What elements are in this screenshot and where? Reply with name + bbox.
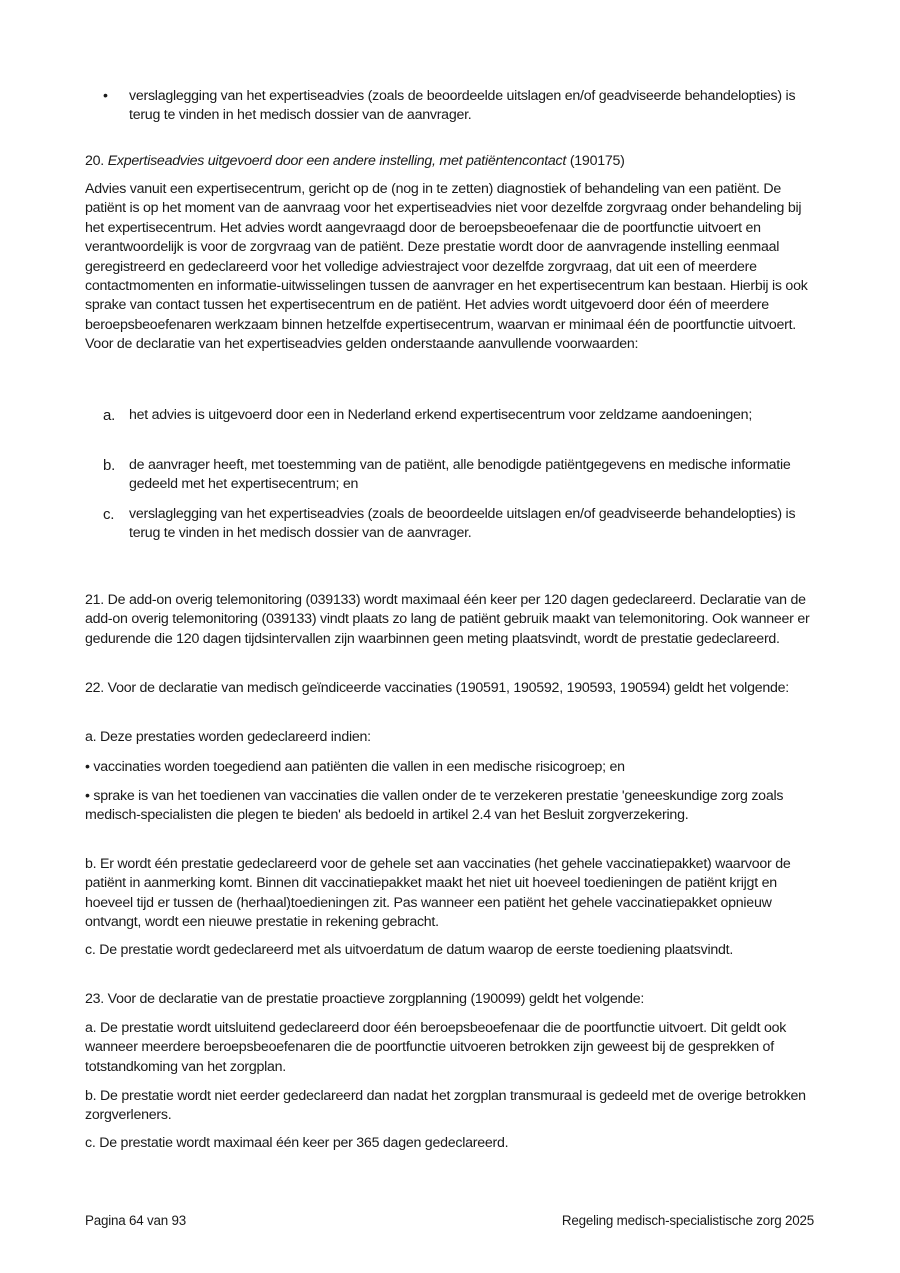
section-22-item-a: a. Deze prestaties worden gedeclareerd indien: <box>85 729 371 745</box>
section-23-intro: 23. Voor de declaratie van de prestatie proactieve zorgplanning (190099) geldt het volgende: <box>85 991 645 1007</box>
section-20-title: Expertiseadvies uitgevoerd door een andere instelling, met patiëntencontact <box>107 153 567 169</box>
bullet-marker: • <box>103 88 108 104</box>
section-22-intro: 22. Voor de declaratie van medisch geïndiceerde vaccinaties (190591, 190592, 190593, 190594) geldt het volgende: <box>85 680 789 696</box>
section-20-code: (190175) <box>569 153 625 169</box>
section-20-number: 20. <box>85 153 104 169</box>
section-20-condition-b: b. de aanvrager heeft, met toestemming van de patiënt, alle benodigde patiëntgegevens en medische informatie gedeeld met het expertisecentrum; en <box>103 457 791 493</box>
section-20-condition-c: c. verslaglegging van het expertiseadvies (zoals de beoordeelde uitslagen en/of geadviseerde behandelopties) is terug te vinden in het medisch dossier van de aanvrager. <box>103 506 796 542</box>
section-20-heading <box>85 152 625 171</box>
list-marker-b: b. <box>103 457 116 474</box>
list-marker-c: c. <box>103 506 115 523</box>
section-20-intro: Voor de declaratie van het expertiseadvies gelden onderstaande aanvullende voorwaarden: <box>85 336 639 353</box>
document-title: Regeling medisch-specialistische zorg 2025 <box>561 1213 814 1228</box>
section-20-condition-a: a. het advies is uitgevoerd door een in Nederland erkend expertisecentrum voor zeldzame aandoeningen; <box>103 407 753 424</box>
section-23-item-b: b. De prestatie wordt niet eerder gedeclareerd dan nadat het zorgplan transmuraal is gedeeld met de overige betrokken zorgverleners. <box>85 1088 806 1124</box>
section-21-paragraph: 21. De add-on overig telemonitoring (039133) wordt maximaal één keer per 120 dagen gedeclareerd. Declaratie van de add-on overig telemonitoring (039133) vindt plaats zo lang de patiënt gebruik maakt van telemonitoring. Ook wanneer er gedurende die 120 dagen tijdsintervallen zijn waarbinnen geen meting plaatsvindt, wordt de prestatie gedeclareerd. <box>85 592 810 647</box>
section-22-item-c: c. De prestatie wordt gedeclareerd met als uitvoerdatum de datum waarop de eerste toediening plaatsvindt. <box>85 942 734 958</box>
list-marker-a: a. <box>103 407 116 424</box>
section-20-paragraph: Advies vanuit een expertisecentrum, gericht op de (nog in te zetten) diagnostiek of behandeling van een patiënt. De patiënt is op het moment van de aanvraag voor het expertiseadvies niet voor dezelfde zorgvraag onder behandeling bij het expertisecentrum. Het advies wordt aangevraagd door de beroepsbeoefenaar die de poortfunctie uitvoert en verantwoordelijk is voor de zorgvraag van de patiënt. Deze prestatie wordt door de aanvragende instelling eenmaal geregistreerd en gedeclareerd voor het volledige adviestraject voor dezelfde zorgvraag, dat uit een of meerdere contactmomenten en informatie-uitwisselingen tussen de aanvrager en het expertisecentrum kan bestaan. Hierbij is ook sprake van contact tussen het expertisecentrum en de patiënt. Het advies wordt uitgevoerd door één of meerdere beroepsbeoefenaren werkzaam binnen hetzelfde expertisecentrum, waarvan er minimaal één de poortfunctie uitvoert. Voor de declaratie van het expertiseadvies gelden onderstaande aanvullende voorwaarden: <box>85 180 820 355</box>
section-23-item-c: c. De prestatie wordt maximaal één keer per 365 dagen gedeclareerd. <box>85 1135 509 1151</box>
page-number: Pagina 64 van 93 <box>85 1213 187 1228</box>
section-23-item-a: a. De prestatie wordt uitsluitend gedeclareerd door één beroepsbeoefenaar die de poortfunctie uitvoert. Dit geldt ook wanneer meerdere beroepsbeoefenaren die de poortfunctie uitvoeren betrokken zijn geweest bij de gesprekken of totstandkoming van het zorgplan. <box>85 1020 787 1075</box>
section-22-item-b: b. Er wordt één prestatie gedeclareerd voor de gehele set aan vaccinaties (het gehele vaccinatiepakket) waarvoor de patiënt in aanmerking komt. Binnen dit vaccinatiepakket maakt het niet uit hoeveel toedieningen de patiënt krijgt en hoeveel tijd er tussen de (herhaal)toedieningen zit. Pas wanneer een patiënt het gehele vaccinatiepakket opnieuw ontvangt, wordt een nieuwe prestatie in rekening gebracht. <box>85 856 791 931</box>
section-22-item-a-bullet-1: • vaccinaties worden toegediend aan patiënten die vallen in een medische risicogroep; en <box>85 759 625 775</box>
section-22-item-a-bullet-2: • sprake is van het toedienen van vaccinaties die vallen onder de te verzekeren prestatie 'geneeskundige zorg zoals medisch-specialisten die plegen te bieden' als bedoeld in artikel 2.4 van het Besluit zorgverzekering. <box>85 788 784 824</box>
top-bullet-item <box>85 87 825 126</box>
bullet-text: verslaglegging van het expertiseadvies (zoals de beoordeelde uitslagen en/of geadviseerde behandelopties) is terug te vinden in het medisch dossier van de aanvrager. <box>129 88 796 124</box>
